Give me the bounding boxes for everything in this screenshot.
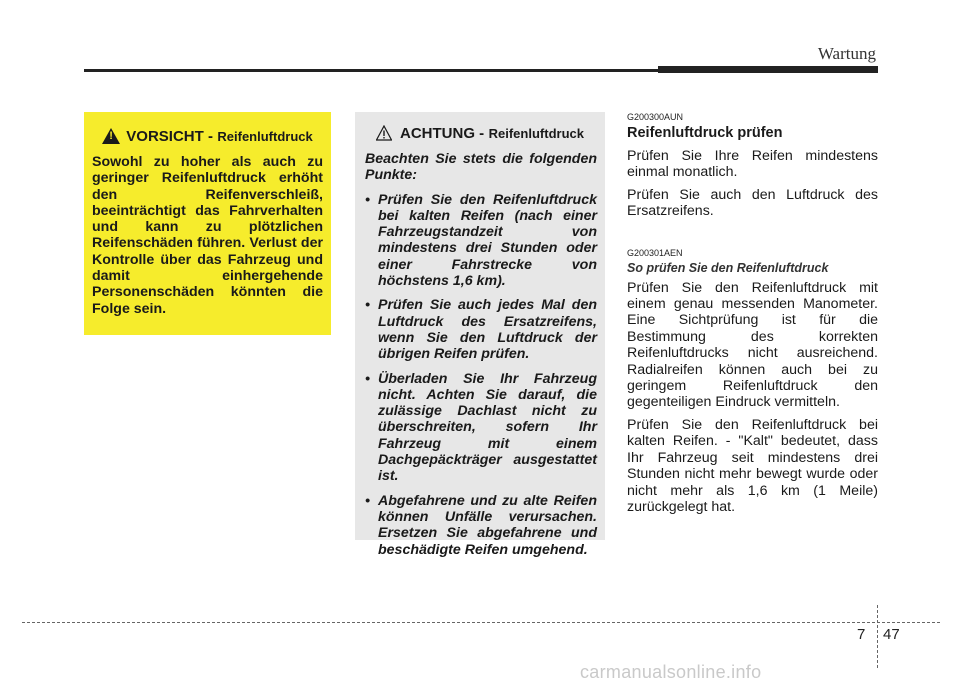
caution-subtitle: Reifenluftdruck <box>217 128 313 144</box>
footer-rule <box>22 622 940 623</box>
chapter-number: 7 <box>857 626 866 643</box>
caution-header <box>84 122 331 150</box>
attention-item <box>365 493 597 558</box>
attention-header <box>355 119 605 147</box>
caution-text: Sowohl zu hoher als auch zu geringer Reifenluftdruck erhöht den Reifenverschleiß, beeinträchtigt das Fahrverhalten und kann zu plötzlichen Reifenschäden führen. Verlust der Kontrolle über das Fahrzeug und damit einhergehende Personenschäden könnten die Folge sein. <box>92 154 323 317</box>
attention-item <box>365 297 597 362</box>
footer-divider <box>877 605 878 668</box>
paragraph: Prüfen Sie Ihre Reifen mindestens einmal monatlich. <box>627 148 878 181</box>
section-title: Reifenluftdruck prüfen <box>627 125 783 141</box>
section-code: G200300AUN <box>627 112 684 122</box>
attention-title: ACHTUNG - <box>400 124 485 142</box>
warning-triangle-icon <box>102 128 120 144</box>
attention-item <box>365 192 597 290</box>
attention-subtitle: Reifenluftdruck <box>488 125 584 141</box>
header-title: Wartung <box>817 44 876 63</box>
paragraph: Prüfen Sie den Reifenluftdruck mit einem genau messenden Manometer. Eine Sichtprüfung ist für die Bestimmung des korrekten Reifenluftdrucks nicht ausreichend. Radialreifen können auch bei zu geringem Reifenluftdruck den gegenteiligen Eindruck vermitteln. <box>627 279 878 411</box>
bullet-icon: • <box>365 297 370 314</box>
attention-item <box>365 371 597 485</box>
bullet-icon: • <box>365 370 370 387</box>
attention-box <box>355 112 605 558</box>
attention-item-text: Abgefahrene und zu alte Reifen können Unfälle verursachen. Ersetzen Sie abgefahrene und beschädigte Reifen umgehend. <box>378 492 597 558</box>
bullet-icon: • <box>365 492 370 509</box>
caution-title: VORSICHT - <box>126 127 213 145</box>
attention-item-text: Überladen Sie Ihr Fahrzeug nicht. Achten Sie darauf, die zulässige Dachlast nicht zu überschreiten, sofern Ihr Fahrzeug mit einem Dachgepäckträger ausgestattet ist. <box>378 370 597 485</box>
text-column <box>627 112 878 521</box>
attention-intro: Beachten Sie stets die folgenden Punkte: <box>365 151 597 184</box>
paragraph: Prüfen Sie den Reifenluftdruck bei kalten Reifen. - "Kalt" bedeutet, dass Ihr Fahrzeug seit mindestens drei Stunden nicht mehr bewegt wurde oder nicht mehr als 1,6 km (1 Meile) zurückgelegt hat. <box>627 416 878 515</box>
caution-box <box>84 112 331 335</box>
header-rule-accent <box>658 66 878 73</box>
paragraph: Prüfen Sie auch den Luftdruck des Ersatzreifens. <box>627 186 878 220</box>
attention-triangle-icon <box>376 125 392 141</box>
page-number: 47 <box>883 626 900 643</box>
attention-item-text: Prüfen Sie den Reifenluftdruck bei kalten Reifen (nach einer Fahrzeugstandzeit von mindestens drei Stunden oder einer Fahrstrecke von höchstens 1,6 km). <box>378 191 597 290</box>
watermark: carmanualsonline.info <box>580 662 762 682</box>
attention-list <box>355 192 605 558</box>
bullet-icon: • <box>365 191 370 208</box>
section-code: G200301AEN <box>627 247 683 258</box>
attention-item-text: Prüfen Sie auch jedes Mal den Luftdruck des Ersatzreifens, wenn Sie den Luftdruck der übrigen Reifen prüfen. <box>378 297 597 363</box>
section-subtitle: So prüfen Sie den Reifenluftdruck <box>627 260 829 275</box>
